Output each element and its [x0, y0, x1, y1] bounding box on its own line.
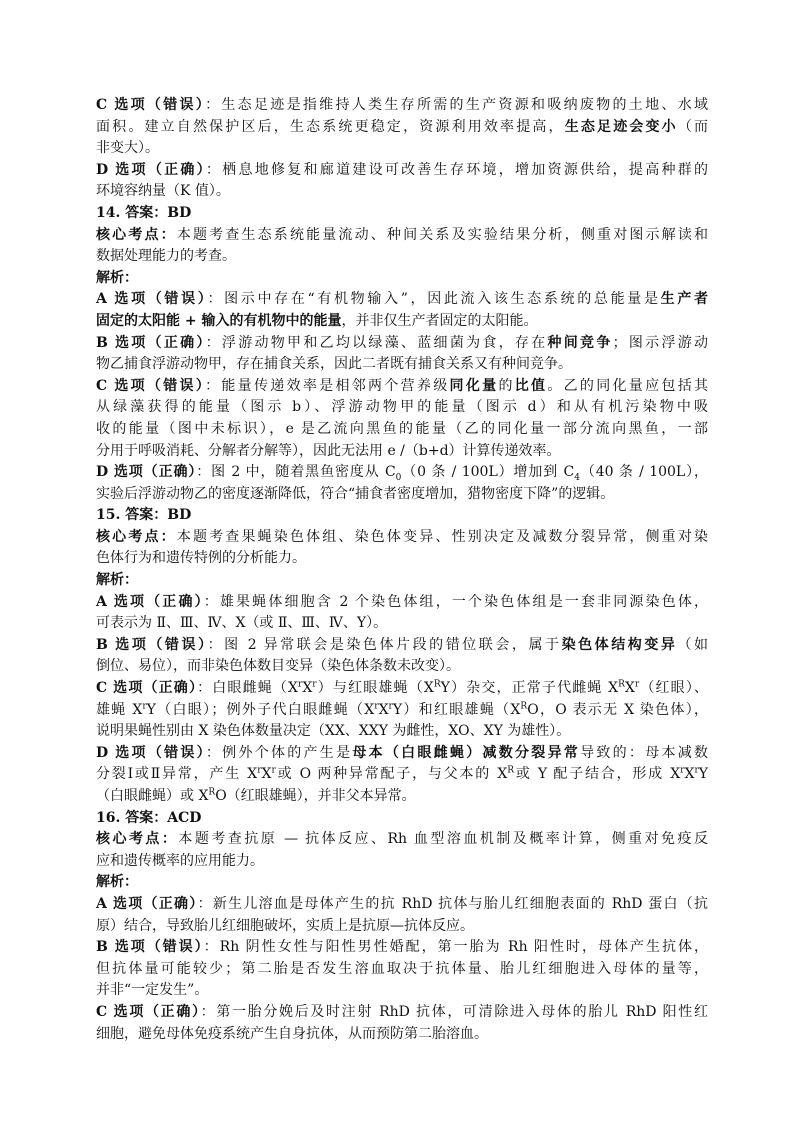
q16-option-b-line — [96, 959, 708, 981]
key-phrase: 染色体结构变异 — [561, 636, 678, 653]
text: 面积。建立自然保护区后，生态系统更稳定，资源利用效率提高， — [96, 118, 565, 135]
superscript: r — [694, 765, 699, 776]
subscript: 4 — [574, 472, 580, 483]
key-phrase: 生产者 — [660, 291, 708, 308]
superscript: R — [618, 679, 625, 690]
text: 本题考查抗原 — 抗体反应、Rh 血型溶血机制及概率计算，侧重对免疫反 — [178, 831, 708, 848]
q14-option-d-line — [96, 462, 708, 484]
q16-core-line — [96, 829, 708, 851]
q15-option-b-line — [96, 635, 708, 657]
key-phrase: 固定的太阳能 + 输入的有机物中的能量 — [96, 312, 342, 329]
text: ：雄果蝇体细胞含 2 个染色体组，一个染色体组是一套非同源染色体， — [203, 593, 708, 610]
text: X — [302, 680, 313, 697]
q15-core-line — [96, 548, 708, 570]
q13-option-c-line — [96, 138, 708, 160]
answer-document — [96, 95, 708, 1045]
text: 本题考查生态系统能量流动、种间关系及实验结果分析，侧重对图示解读和 — [176, 226, 708, 243]
superscript: r — [634, 679, 640, 690]
text: Y — [698, 766, 709, 783]
q15-option-d-line — [96, 764, 708, 786]
q16-option-c-line — [96, 1002, 708, 1024]
q14-heading: 14. 答案：BD — [96, 204, 192, 221]
text: O（红眼雄蝇），并非父本异常。 — [215, 788, 416, 804]
text: ，并非仅生产者固定的太阳能。 — [341, 312, 538, 329]
text: 收的能量（图中未标识），e 是乙流向黑鱼的能量（乙的同化量一部分流向黑鱼，一部 — [96, 420, 708, 437]
q16-option-b-line — [96, 980, 708, 1002]
superscript: r — [312, 679, 317, 690]
core-label: 核心考点： — [96, 226, 177, 243]
text: 本题考查果蝇染色体组、染色体变异、性别决定及减数分裂异常，侧重对染 — [176, 528, 708, 545]
option-label: C 选项（错误） — [96, 377, 206, 394]
text: ；图示浮游动 — [612, 334, 709, 351]
q14-option-d-line — [96, 484, 708, 506]
option-label: A 选项（正确） — [96, 593, 204, 610]
key-phrase: 比值 — [514, 377, 548, 394]
q16-option-c-line — [96, 1024, 708, 1046]
key-phrase: 母本（白眼雌蝇）减数分裂异常 — [352, 744, 581, 761]
text: 数据处理能力的考查。 — [96, 248, 236, 265]
superscript: r — [142, 700, 147, 711]
text: O，O 表示无 X 染色体）， — [527, 701, 708, 718]
q13-option-c-line — [96, 117, 708, 139]
text: 导致的：母本减数 — [580, 744, 709, 761]
text: 细胞，避免母体免疫系统产生自身抗体，从而预防第二胎溶血。 — [96, 1025, 488, 1042]
key-phrase: 同化量 — [449, 377, 499, 394]
text: 并非“一定发生”。 — [96, 982, 209, 999]
text: ：能量传递效率是相邻两个营养级 — [205, 377, 450, 394]
q13-option-d-line — [96, 181, 708, 203]
text: 分裂Ⅰ或Ⅱ异常，产生 X — [96, 766, 258, 783]
option-label: B 选项（错误） — [96, 939, 204, 956]
text: 从绿藻获得的能量（图示 b）、浮游动物甲的能量（图示 d）和从有机污染物中吸 — [96, 399, 708, 416]
text: ：栖息地修复和廊道建设可改善生存环境，增加资源供给，提高种群的 — [205, 161, 708, 178]
q14-option-b-line — [96, 354, 708, 376]
text: ：第一胎分娩后及时注射 RhD 抗体，可清除进入母体的胎儿 RhD 阳性红 — [200, 1003, 708, 1020]
q14-option-b-line — [96, 333, 708, 355]
text: ：生态足迹是指维持人类生存所需的生产资源和吸纳废物的土地、水域 — [205, 97, 708, 113]
text: 。乙的同化量应包括其 — [547, 377, 708, 394]
text: Y（白眼）；例外子代白眼雌蝇（X — [146, 701, 375, 718]
text: 物乙捕食浮游动物甲，存在捕食关系，因此二者既有捕食关系又有种间竞争。 — [96, 356, 572, 373]
superscript: r — [388, 700, 393, 711]
text: Y）杂交，正常子代雌蝇 X — [440, 680, 619, 697]
text: ：图 2 中，随着黑鱼密度从 C — [196, 464, 396, 481]
q14-option-c-line — [96, 419, 708, 441]
superscript: r — [374, 700, 379, 711]
text: 非变大）。 — [96, 140, 159, 157]
option-label: A 选项（错误） — [96, 291, 208, 308]
subscript: 0 — [395, 472, 402, 483]
option-label: B 选项（错误） — [96, 636, 208, 653]
text: X — [261, 766, 272, 783]
q16-analysis-label: 解析： — [96, 874, 138, 891]
key-phrase: 种间竞争 — [547, 334, 613, 351]
text: 倒位、易位），而非染色体数目变异（染色体条数未改变）。 — [96, 658, 460, 675]
option-label: B 选项（正确） — [96, 334, 206, 351]
text: （40 条 / 100L）， — [579, 464, 709, 481]
text: ）与红眼雄蝇（X — [316, 680, 434, 697]
q15-option-b-line — [96, 656, 708, 678]
text: X — [684, 766, 695, 783]
text: Y）和红眼雄蝇（X — [392, 701, 521, 718]
core-label: 核心考点： — [96, 831, 179, 848]
q14-option-a-line — [96, 289, 708, 311]
text: 分用于呼吸消耗、分解者分解等），因此无法用 e /（b+d）计算传递效率。 — [96, 442, 561, 459]
text: 的 — [498, 377, 515, 394]
q14-option-a-line — [96, 311, 708, 333]
superscript: r — [271, 765, 276, 776]
text: 原）结合，导致胎儿红细胞破坏，实质上是抗原—抗体反应。 — [96, 917, 474, 934]
option-label: D 选项（错误） — [96, 744, 206, 761]
q14-option-c-line — [96, 441, 708, 463]
text: （白眼雌蝇）或 X — [96, 788, 209, 804]
key-phrase: 生态足迹会变小 — [564, 118, 678, 135]
option-label: C 选项（错误） — [96, 97, 206, 113]
text: 应和遗传概率的应用能力。 — [96, 852, 264, 869]
superscript: r — [680, 765, 685, 776]
core-label: 核心考点： — [96, 528, 177, 545]
q15-option-a-line — [96, 613, 708, 635]
text: 色体行为和遗传特例的分析能力。 — [96, 550, 306, 567]
q13-option-c-line — [96, 95, 708, 117]
superscript: R — [520, 700, 528, 711]
q15-option-c-line — [96, 700, 708, 722]
text: 雄蝇 X — [96, 701, 143, 718]
q15-option-c-line — [96, 678, 708, 700]
q14-option-c-line — [96, 376, 708, 398]
option-label: D 选项（正确） — [96, 464, 197, 481]
text: （0 条 / 100L）增加到 C — [401, 464, 575, 481]
text: X — [378, 701, 389, 718]
q15-option-a-line — [96, 592, 708, 614]
q15-option-d-line — [96, 786, 708, 808]
text: ：图示中存在“有机物输入”，因此流入该生态系统的总能量是 — [207, 291, 661, 308]
option-label: C 选项（正确） — [96, 1003, 201, 1020]
text: ：Rh 阴性女性与阳性男性婚配，第一胎为 Rh 阳性时，母体产生抗体， — [203, 939, 708, 956]
q16-option-a-line — [96, 894, 708, 916]
text: ：白眼雌蝇（X — [197, 680, 299, 697]
text: 实验后浮游动物乙的密度逐渐降低，符合“捕食者密度增加，猎物密度下降”的逻辑。 — [96, 485, 615, 502]
superscript: R — [433, 679, 441, 690]
text: ：例外个体的产生是 — [205, 744, 353, 761]
text: ：浮游动物甲和乙均以绿藻、蓝细菌为食，存在 — [205, 334, 548, 351]
superscript: r — [257, 765, 262, 776]
text: 或 Y 配子结合，形成 X — [514, 766, 681, 783]
text: （而 — [677, 118, 709, 135]
q16-heading: 16. 答案：ACD — [96, 809, 202, 826]
text: 环境容纳量（K 值）。 — [96, 183, 230, 200]
q14-analysis-label: 解析： — [96, 269, 138, 286]
text: X — [624, 680, 635, 697]
option-label: C 选项（正确） — [96, 680, 198, 697]
q14-core-line — [96, 246, 708, 268]
q14-core-line — [96, 225, 708, 247]
text: （如 — [677, 636, 709, 653]
q15-core-line — [96, 527, 708, 549]
text: 说明果蝇性别由 X 染色体数量决定（XX、XXY 为雌性，XO、XY 为雄性）。 — [96, 723, 571, 740]
superscript: R — [208, 787, 216, 798]
q15-option-c-line — [96, 721, 708, 743]
text: 但抗体量可能较少；第二胎是否发生溶血取决于抗体量、胎儿红细胞进入母体的量等， — [96, 960, 708, 977]
q13-option-d-line — [96, 160, 708, 182]
text: ：新生儿溶血是母体产生的抗 RhD 抗体与胎儿红细胞表面的 RhD 蛋白（抗 — [197, 895, 708, 912]
q15-heading: 15. 答案：BD — [96, 507, 192, 524]
superscript: R — [507, 765, 515, 776]
q16-core-line — [96, 851, 708, 873]
q14-option-c-line — [96, 397, 708, 419]
text: 可表示为 Ⅱ、Ⅲ、Ⅳ、X（或 Ⅱ、Ⅲ、Ⅳ、Y）。 — [96, 615, 388, 632]
q15-analysis-label: 解析： — [96, 572, 138, 589]
text: （红眼）、 — [639, 680, 708, 697]
q16-option-b-line — [96, 937, 708, 959]
q16-option-a-line — [96, 916, 708, 938]
text: 或 O 两种异常配子，与父本的 X — [275, 766, 508, 783]
text: ：图 2 异常联会是染色体片段的错位联会，属于 — [207, 636, 562, 653]
option-label: D 选项（正确） — [96, 161, 206, 178]
option-label: A 选项（正确） — [96, 895, 198, 912]
superscript: r — [298, 679, 303, 690]
q15-option-d-line — [96, 743, 708, 765]
